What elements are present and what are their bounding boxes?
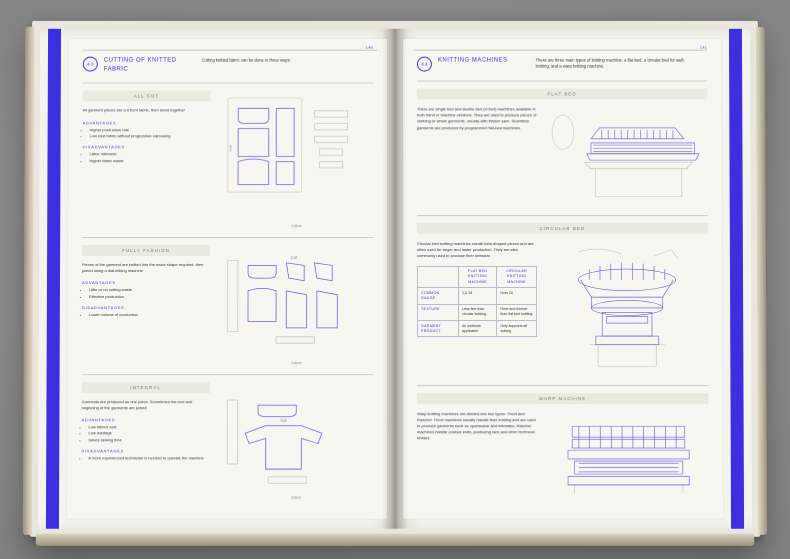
list-item: • Low cost fabric without progressive narrowing: [90, 133, 211, 139]
page-edge-left: [23, 27, 34, 535]
all-cut-advantages-label: ADVANTAGES: [82, 119, 117, 125]
fully-fashion-intro: Pieces of the garment are knitted into the exact shape required, then joined using a dial-linking machine: [82, 261, 204, 274]
table-row: [418, 288, 537, 304]
left-page: [38, 29, 395, 529]
list-item: • Higher production rate: [90, 127, 211, 133]
left-header-rule: [83, 50, 377, 51]
list-item: • Saves sewing time: [88, 437, 209, 443]
right-page: [395, 29, 752, 529]
svg-text:Knit: Knit: [228, 145, 233, 152]
fully-fashion-diagram: [220, 245, 373, 355]
left-page-blue-band: [46, 29, 61, 529]
fully-fashion-advantages: [82, 287, 210, 300]
page-edge-right: [756, 27, 767, 535]
table-header-row: [417, 266, 536, 288]
table-row: [418, 304, 537, 320]
knitting-machine-comparison-table: [417, 266, 537, 338]
section-band-fully-fashion: FULLY FASHION: [82, 245, 210, 256]
all-cut-caption: Colture: [291, 223, 302, 228]
left-page-number: 140: [365, 45, 374, 50]
fully-fashion-advantages-label: ADVANTAGES: [81, 280, 116, 286]
cell: Finer and thinner than flat bed knitting: [497, 304, 537, 320]
section-all-cut: [82, 84, 373, 228]
flat-bed-machine-diagram: [546, 106, 708, 201]
list-item: • Low labour cost: [88, 424, 209, 430]
page-edge-bottom: [36, 534, 754, 546]
fully-fashion-disadvantages-label: DISADVANTAGES: [81, 305, 125, 311]
left-sheet: [67, 39, 387, 519]
integral-caption: Colture: [291, 495, 302, 500]
row-header-garment-product: GARMENT PRODUCT: [418, 321, 459, 337]
figure-fully-fashion: [220, 245, 373, 365]
fully-fashion-disadvantages: [82, 312, 210, 318]
row-header-texture: TEXTURE: [418, 304, 459, 320]
list-item: • Labor intensive: [89, 152, 210, 158]
all-cut-advantages: [83, 127, 211, 140]
left-chapter-header: [83, 57, 373, 74]
integral-disadvantages-label: DISADVANTAGES: [81, 448, 124, 454]
left-chapter-number: 4.3: [83, 57, 98, 72]
section-band-warp-machine: WARP MACHINE: [417, 393, 708, 404]
integral-figure-label: Cut: [280, 417, 287, 423]
section-band-all-cut: ALL CUT: [83, 91, 211, 102]
left-chapter-intro: Cutting knitted fabric can be done in three ways:: [201, 57, 291, 63]
list-item: • Lower volume of production: [89, 312, 210, 318]
section-warp-machine: [417, 386, 709, 501]
figure-flat-bed: [546, 106, 708, 206]
figure-circular-bed: [546, 241, 708, 376]
right-chapter-number: 4.4: [417, 57, 432, 72]
figure-all-cut: [220, 91, 373, 228]
cell: Only supports all cutting: [497, 321, 537, 337]
right-chapter-title: KNITTING MACHINES: [437, 57, 508, 64]
list-item: • Little or no cutting waste: [89, 287, 210, 293]
all-cut-intro: All garment pieces are cut from fabric, then sewn together: [82, 107, 185, 113]
fully-fashion-caption: Colture: [291, 360, 302, 365]
right-page-blue-band: [729, 29, 744, 529]
circular-bed-machine-diagram: [546, 241, 708, 371]
right-sheet: [403, 39, 723, 519]
cell: All methods applicable: [459, 321, 497, 337]
integral-disadvantages: [81, 455, 209, 461]
left-chapter-title: CUTTING OF KNITTED FABRIC: [103, 57, 177, 73]
all-cut-disadvantages: [82, 152, 210, 165]
right-page-number: 141: [699, 45, 708, 50]
section-band-circular-bed: CIRCULAR BED: [417, 223, 708, 234]
section-flat-bed: [417, 82, 708, 207]
circular-bed-text: Circular-bed knitting machines create tube-shaped pieces and are often used for larger and faster production. They are also commonly used to produce finer knitwear.: [416, 241, 534, 259]
flat-bed-text: There are single bed and double bed (V-bed) machines available in both hand or machine versions. They are used to produce pieces of clothing or whole garments, usually with thicker yarn. Seamless garments are produced by programmed flat-bed machines.: [416, 106, 537, 130]
all-cut-diagram: [220, 91, 373, 218]
right-chapter-intro: There are three main types of knitting machine: a flat-bed, a circular bed for weft knitting, and a warp knitting machine.: [535, 57, 684, 69]
section-band-flat-bed: FLAT BED: [417, 88, 707, 99]
integral-advantages: [81, 424, 209, 443]
table-col-flat-bed: FLAT BED KNITTING MACHINE: [458, 266, 496, 288]
all-cut-disadvantages-label: DISADVANTAGES: [82, 144, 125, 150]
section-circular-bed: [417, 216, 708, 376]
right-chapter-header: [417, 57, 707, 72]
open-book: [30, 21, 760, 537]
list-item: • Low wastage: [88, 431, 209, 437]
section-fully-fashion: [82, 238, 373, 365]
list-item: • Effective production: [89, 294, 210, 300]
table-col-blank: [417, 266, 458, 288]
table-row: [418, 321, 537, 337]
fully-fashion-figure-label: Cut: [290, 254, 298, 260]
integral-intro: Garments are produced as one piece. Sometimes the end and beginning of the garments are joined: [81, 398, 193, 410]
right-header-rule: [413, 50, 707, 51]
cell: Less fine than circular knitting: [459, 304, 497, 320]
cell: 1,5-18: [459, 288, 497, 304]
cell: Over 20: [497, 288, 537, 304]
section-band-integral: INTEGRAL: [82, 382, 210, 393]
integral-advantages-label: ADVANTAGES: [81, 417, 116, 423]
list-item: • Higher fabric waste: [89, 158, 210, 164]
integral-diagram: [220, 382, 373, 489]
table-col-circular: CIRCULAR KNITTING MACHINE: [497, 266, 537, 288]
section-integral: [81, 375, 373, 500]
figure-integral: [220, 382, 373, 500]
figure-warp-machine: [546, 411, 709, 501]
page-spread: [38, 29, 752, 529]
list-item: • A more experienced technician is needed to operate the machine: [88, 455, 209, 461]
warp-machine-text: Warp knitting machines are divided into two types: Tricot and Raschel. Tricot machines usually handle finer knitting and are used to produce garments such as sportswear and intimates. Raschel machines handle coarser knits, producing lace and other technical textiles.: [417, 410, 536, 441]
warp-machine-diagram: [546, 411, 709, 496]
row-header-common-gauge: COMMON GAUGE: [418, 288, 459, 304]
